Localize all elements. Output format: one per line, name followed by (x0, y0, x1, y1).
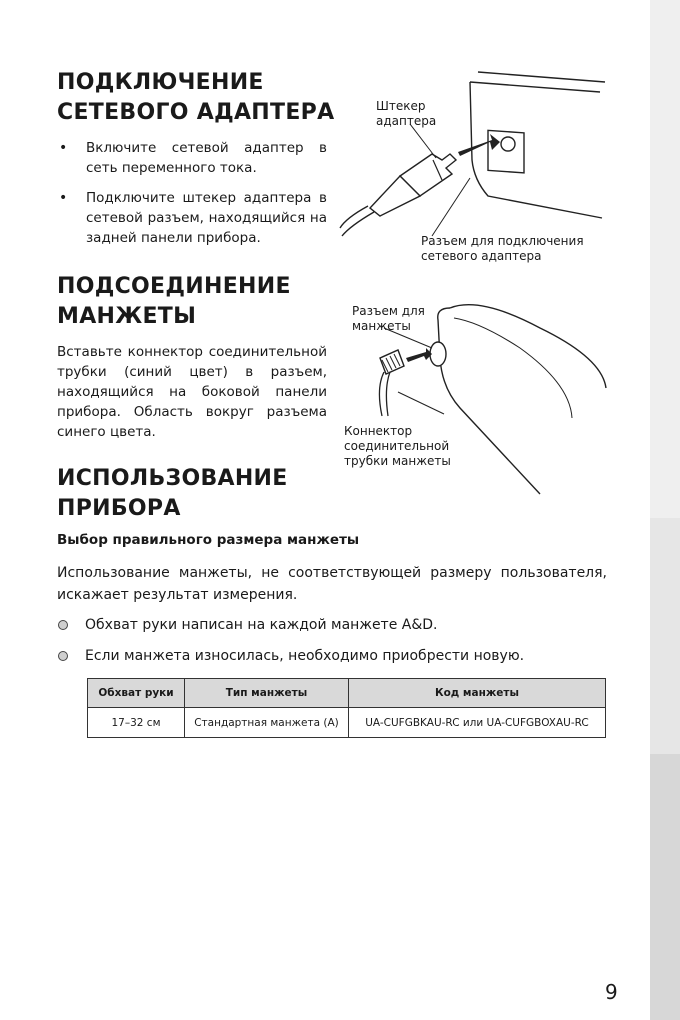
header-cuff-type: Тип манжеты (185, 679, 349, 708)
cuff-heading-line1: ПОДСОЕДИНЕНИЕ (57, 274, 291, 299)
adapter-heading (57, 68, 334, 128)
usage-note-text: Если манжета износилась, необходимо приобрести новую. (85, 648, 525, 664)
cell-cuff-type: Стандартная манжета (A) (185, 708, 349, 738)
side-tab-light (650, 0, 680, 518)
circle-bullet-icon (58, 651, 68, 661)
adapter-step: • Подключите штекер адаптера в сетевой разъем, находящийся на задней панели прибора. (57, 188, 327, 248)
page-number: 9 (605, 980, 618, 1004)
table-header-row (88, 679, 606, 708)
usage-note-text: Обхват руки написан на каждой манжете A&D. (85, 617, 438, 633)
connector-label: Коннектор соединительной трубки манжеты (344, 424, 451, 468)
cuff-port-label: Разъем для манжеты (352, 304, 425, 333)
usage-heading (57, 464, 288, 524)
side-tab-medium (650, 518, 680, 754)
table-row (88, 708, 606, 738)
cuff-heading (57, 272, 291, 332)
side-tab-dark (650, 754, 680, 1020)
usage-paragraph: Использование манжеты, не соответствующей размеру пользователя, искажает результат измерения. (57, 565, 607, 603)
circle-bullet-icon (58, 620, 68, 630)
cuff-size-table (87, 678, 606, 738)
cuff-size-subheading: Выбор правильного размера манжеты (57, 532, 360, 548)
cuff-heading-line2: МАНЖЕТЫ (57, 304, 197, 329)
adapter-steps (57, 138, 327, 258)
header-arm-circumference: Обхват руки (88, 679, 185, 708)
cell-cuff-code: UA-CUFGBKAU-RC или UA-CUFGBOXAU-RC (349, 708, 606, 738)
usage-heading-line2: ПРИБОРА (57, 496, 181, 521)
usage-note (57, 646, 524, 666)
usage-note (57, 615, 438, 635)
adapter-heading-line1: ПОДКЛЮЧЕНИЕ (57, 70, 264, 95)
usage-heading-line1: ИСПОЛЬЗОВАНИЕ (57, 466, 288, 491)
adapter-step: • Включите сетевой адаптер в сеть переменного тока. (57, 138, 327, 178)
adapter-illustration (340, 68, 610, 238)
header-cuff-code: Код манжеты (349, 679, 606, 708)
cuff-paragraph: Вставьте коннектор соединительной трубки (синий цвет) в разъем, находящийся на боковой панели прибора. Область вокруг разъема синего цвета. (57, 344, 327, 440)
plug-label: Штекер адаптера (376, 99, 437, 128)
cell-arm-circumference: 17–32 см (88, 708, 185, 738)
socket-label: Разъем для подключения сетевого адаптера (421, 234, 584, 263)
adapter-heading-line2: СЕТЕВОГО АДАПТЕРА (57, 100, 335, 125)
